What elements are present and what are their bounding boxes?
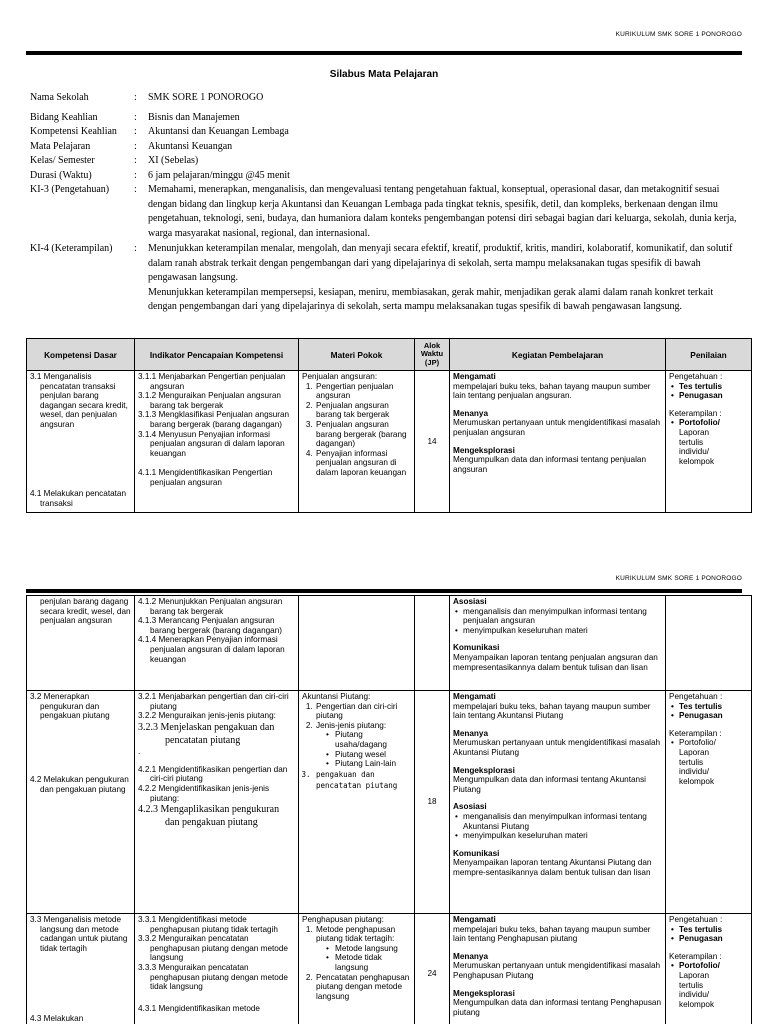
cell-jp: 14 (415, 371, 450, 513)
cell-kd (27, 691, 135, 914)
cell-ipk (135, 371, 299, 513)
asosiasi-list (453, 812, 662, 841)
header-materi-pokok: Materi Pokok (299, 339, 415, 371)
ipk-item: 4.2.2 Mengidentifikasikan jenis-jenis piutang: (138, 783, 270, 803)
materi-subitem: • Piutang usaha/dagang (334, 730, 411, 749)
ipk-item: 3.2.2 Menguraikan jenis-jenis piutang: (138, 711, 276, 721)
kd-text: penjulan barang dagang secara kredit, wesel, dan penjualan angsuran (40, 597, 131, 626)
penilaian-label: Pengetahuan : (669, 372, 723, 381)
section-menanya: Menanya (453, 951, 489, 961)
section-asosiasi: Asosiasi (453, 597, 487, 606)
penilaian-item: • Portofolio/ (679, 418, 748, 428)
cell-kegiatan (450, 596, 666, 691)
cell-penilaian (666, 691, 752, 914)
table-row (27, 596, 752, 691)
penilaian-list (669, 702, 748, 721)
kegiatan-text: mempelajari buku teks, bahan tayang maupun sumber lain tentang Penghapusan piutang (453, 924, 651, 944)
page-header: KURIKULUM SMK SORE 1 PONOROGO (615, 31, 742, 38)
header-rule (26, 51, 742, 55)
materi-title: Penjualan angsuran: (302, 372, 378, 381)
info-label: Mata Pelajaran (30, 140, 91, 152)
section-menanya: Menanya (453, 728, 489, 738)
asosiasi-item: • menganalisis dan menyimpulkan informasi tentang Akuntansi Piutang (463, 812, 662, 831)
table-row (27, 371, 752, 513)
cell-penilaian (666, 596, 752, 691)
section-mengeksplorasi: Mengeksplorasi (453, 445, 515, 455)
penilaian-list (669, 961, 748, 971)
section-mengamati: Mengamati (453, 915, 496, 924)
penilaian-text: kelompok (679, 776, 715, 786)
penilaian-item: • Tes tertulis (679, 382, 748, 392)
asosiasi-list (453, 607, 662, 636)
kegiatan-text: mempelajari buku teks, bahan tayang maupun sumber lain tentang Akuntansi Piutang (453, 701, 651, 721)
info-value: XI (Sebelas) (148, 155, 199, 166)
info-label: Bidang Keahlian (30, 111, 98, 123)
materi-item (315, 721, 411, 769)
kd-text: 4.3 Melakukan (30, 1014, 84, 1023)
document-title: Silabus Mata Pelajaran (329, 69, 439, 80)
materi-item: 1. Pengertian dan ciri-ciri piutang (315, 702, 411, 721)
materi-sublist (316, 944, 411, 973)
ipk-item: 3.3.2 Menguraikan pencatatan penghapusan piutang dengan metode langsung (138, 934, 288, 963)
materi-list (302, 702, 411, 791)
info-label: KI-4 (Keterampilan) (30, 243, 113, 254)
penilaian-text: tertulis (679, 980, 704, 990)
ipk-item: 3.1.1 Menjabarkan Pengertian penjualan angsuran (138, 372, 286, 391)
cell-kd (27, 596, 135, 691)
cell-jp: 18 (415, 691, 450, 914)
penilaian-item: • Penugasan (679, 711, 748, 721)
kegiatan-text: Mengumpulkan data dan informasi tentang Penghapusan piutang (453, 998, 662, 1017)
info-value (148, 242, 742, 315)
materi-subitem: • Piutang Lain-lain (334, 759, 411, 769)
page-header: KURIKULUM SMK SORE 1 PONOROGO (615, 575, 742, 582)
section-mengeksplorasi: Mengeksplorasi (453, 765, 515, 775)
syllabus-table-page-1 (26, 338, 752, 513)
info-block (30, 91, 742, 315)
info-colon: : (134, 111, 137, 123)
penilaian-text: kelompok (679, 456, 715, 466)
info-colon: : (134, 169, 137, 181)
cell-jp: 24 (415, 914, 450, 1024)
materi-subitem: • Metode langsung (334, 944, 411, 954)
kd-text: 3.2 Menerapkan pengukuran dan pengakuan piutang (30, 692, 110, 721)
kegiatan-text: Merumuskan pertanyaan untuk mengidentifikasi masalah Akuntansi Piutang (453, 738, 661, 757)
penilaian-text: individu/ (679, 447, 710, 457)
penilaian-list (669, 925, 748, 944)
ipk-dot: . (138, 746, 141, 756)
info-value: Memahami, menerapkan, menganalisis, dan mengevaluasi tentang pengetahuan faktual, konseptual, operasional dasar, dan metakognitif sesuai dengan bidang dan lingkup kerja Akuntansi dan Keuangan Lembaga pada tingkat teknis, spesifik, detil, dan kompleks, berkenaan dengan ilmu pengetahuan, teknologi, seni, budaya, dan humaniora dalam konteks pengembangan potensi diri sebagai bagian dari keluarga, sekolah, dunia kerja, warga masyarakat nasional, regional, dan internasional. (148, 184, 737, 239)
kd-text: 3.1 Menganalisis pencatatan transaksi penjulan barang dagangan secara kredit, wesel, dan penjualan angsuran (30, 372, 128, 429)
kd-text: 4.1 Melakukan pencatatan transaksi (30, 489, 127, 508)
cell-ipk (135, 691, 299, 914)
section-asosiasi: Asosiasi (453, 802, 487, 812)
ipk-item: 3.2.1 Menjabarkan pengertian dan ciri-ciri piutang (138, 692, 289, 711)
ipk-item: 4.3.1 Mengidentifikasikan metode (138, 1003, 260, 1013)
kegiatan-text: Mengumpulkan data dan informasi tentang Akuntansi Piutang (453, 775, 646, 794)
penilaian-text: individu/ (679, 767, 710, 777)
cell-materi (299, 691, 415, 914)
materi-item: 4. Penyajian informasi penjualan angsuran di dalam laporan keuangan (315, 449, 411, 478)
penilaian-item: • Portofolio/ (679, 961, 748, 971)
info-colon: : (134, 155, 137, 166)
ipk-item: 3.1.2 Menguraikan Penjualan angsuran barang tak bergerak (138, 391, 281, 410)
info-row (30, 169, 742, 184)
ipk-item: 4.1.4 Menerapkan Penyajian informasi penjualan angsuran di dalam laporan keuangan (138, 635, 285, 664)
section-komunikasi: Komunikasi (453, 643, 500, 653)
info-label: Nama Sekolah (30, 92, 89, 103)
info-colon: : (134, 243, 137, 254)
materi-item-text: Jenis-jenis piutang: (316, 720, 387, 730)
penilaian-text: Laporan (679, 427, 710, 437)
penilaian-text: Laporan (679, 747, 710, 757)
table-header-row (27, 339, 752, 371)
kegiatan-text: Mengumpulkan data dan informasi tentang penjualan angsuran (453, 455, 646, 474)
info-label: Kompetensi Keahlian (30, 126, 117, 137)
info-row (30, 140, 742, 155)
info-row (30, 242, 742, 315)
ipk-item: 3.3.3 Menguraikan pencatatan penghapusan piutang dengan metode tidak langsung (138, 962, 288, 992)
penilaian-text: tertulis (679, 437, 704, 447)
info-colon: : (134, 126, 137, 137)
cell-materi (299, 914, 415, 1024)
penilaian-list (669, 738, 748, 748)
kegiatan-text: Merumuskan pertanyaan untuk mengidentifikasi masalah penjualan angsuran (453, 418, 661, 437)
info-row (30, 183, 742, 241)
section-mengamati: Mengamati (453, 372, 496, 381)
materi-list (302, 382, 411, 478)
penilaian-item: • Penugasan (679, 934, 748, 944)
cell-jp (415, 596, 450, 691)
materi-subitem: • Metode tidak langsung (334, 953, 411, 972)
header-alok-waktu: Alok Waktu (JP) (415, 339, 450, 371)
info-colon: : (134, 92, 137, 103)
materi-item (315, 925, 411, 973)
materi-item: 3. Penjualan angsuran barang bergerak (barang dagangan) (315, 420, 411, 449)
cell-kd (27, 914, 135, 1024)
info-row (30, 125, 742, 140)
info-value: Akuntansi dan Keuangan Lembaga (148, 126, 289, 137)
materi-item: 2. Penjualan angsuran barang tak bergerak (315, 401, 411, 420)
cell-kegiatan (450, 691, 666, 914)
materi-item: 3. pengakuan dan pencatatan piutang (315, 769, 411, 791)
penilaian-label: Keterampilan : (669, 728, 722, 738)
asosiasi-item: • menyimpulkan keseluruhan materi (463, 626, 662, 636)
penilaian-item: • Penugasan (679, 391, 748, 401)
info-row (30, 91, 742, 106)
info-colon: : (134, 140, 137, 152)
ipk-item: 4.2.3 Mengaplikasikan pengukuran dan pengakuan piutang (138, 804, 280, 829)
header-kompetensi-dasar: Kompetensi Dasar (27, 339, 135, 371)
info-value: Bisnis dan Manajemen (148, 111, 240, 123)
penilaian-list (669, 382, 748, 401)
materi-item: 2. Pencatatan penghapusan piutang dengan metode langsung (315, 973, 411, 1002)
info-colon: : (134, 184, 137, 195)
penilaian-text: Laporan (679, 970, 710, 980)
penilaian-list (669, 418, 748, 428)
header-indikator: Indikator Pencapaian Kompetensi (135, 339, 299, 371)
asosiasi-item: • menganalisis dan menyimpulkan informasi tentang penjualan angsuran (463, 607, 662, 626)
document-page-2 (0, 560, 768, 1024)
penilaian-text: tertulis (679, 757, 704, 767)
info-row (30, 154, 742, 169)
kegiatan-text: Menyampaikan laporan tentang Akuntansi Piutang dan mempre-sentasikannya dalam bentuk tulisan dan lisan (453, 858, 652, 877)
penilaian-item: • Tes tertulis (679, 925, 748, 935)
materi-title: Akuntansi Piutang: (302, 692, 371, 701)
materi-subitem: • Piutang wesel (334, 750, 411, 760)
penilaian-label: Keterampilan : (669, 408, 722, 418)
info-row (30, 111, 742, 126)
table-row (27, 914, 752, 1024)
penilaian-label: Pengetahuan : (669, 915, 723, 924)
penilaian-item: • Portofolio/ (679, 738, 748, 748)
section-menanya: Menanya (453, 408, 489, 418)
materi-sublist (316, 730, 411, 768)
header-kegiatan: Kegiatan Pembelajaran (450, 339, 666, 371)
cell-ipk (135, 596, 299, 691)
ki4-paragraph-2: Menunjukkan keterampilan mempersepsi, kesiapan, meniru, membiasakan, gerak mahir, menjadikan gerak alami dalam ranah konkret terkait dengan pengembangan dari yang dipelajarinya di sekolah, serta mampu melaksanakan tugas spesifik di bawah pengawasan langsung. (148, 286, 714, 312)
penilaian-label: Pengetahuan : (669, 692, 723, 701)
penilaian-item: • Tes tertulis (679, 702, 748, 712)
ipk-item: 3.1.4 Menyusun Penyajian informasi penjualan angsuran di dalam laporan keuangan (138, 429, 285, 458)
materi-list (302, 925, 411, 1002)
cell-materi (299, 371, 415, 513)
cell-penilaian (666, 914, 752, 1024)
ipk-item: 3.1.3 Mengklasifikasi Penjualan angsuran barang bergerak (barang dagangan) (138, 410, 290, 429)
ipk-item: 4.1.2 Menunjukkan Penjualan angsuran barang tak bergerak (138, 597, 283, 616)
section-komunikasi: Komunikasi (453, 848, 500, 858)
materi-item: 1. Pengertian penjualan angsuran (315, 382, 411, 401)
header-rule (26, 589, 742, 593)
cell-materi (299, 596, 415, 691)
cell-ipk (135, 914, 299, 1024)
kd-text: 4.2 Melakukan pengukuran dan pengakuan piutang (30, 775, 129, 794)
cell-kegiatan (450, 371, 666, 513)
header-penilaian: Penilaian (666, 339, 752, 371)
cell-kegiatan (450, 914, 666, 1024)
materi-item-text: Metode penghapusan piutang tidak tertagih: (316, 924, 396, 944)
kd-text: 3.3 Menganalisis metode langsung dan metode cadangan untuk piutang tidak tertagih (30, 915, 128, 953)
syllabus-table-page-2 (26, 595, 752, 1024)
info-value: SMK SORE 1 PONOROGO (148, 92, 264, 103)
cell-penilaian (666, 371, 752, 513)
ipk-item: 3.3.1 Mengidentifikasi metode penghapusan piutang tidak tertagih (138, 915, 278, 934)
info-label: KI-3 (Pengetahuan) (30, 184, 110, 195)
cell-kd (27, 371, 135, 513)
ipk-item: 3.2.3 Menjelaskan pengakuan dan pencatatan piutang (138, 721, 275, 746)
penilaian-text: kelompok (679, 999, 715, 1009)
kegiatan-text: Merumuskan pertanyaan untuk mengidentifikasi masalah Penghapusan Piutang (453, 961, 661, 980)
info-label: Durasi (Waktu) (30, 169, 92, 181)
asosiasi-item: • menyimpulkan keseluruhan materi (463, 831, 662, 841)
section-mengeksplorasi: Mengeksplorasi (453, 988, 515, 998)
ki4-paragraph-1: Menunjukkan keterampilan menalar, mengolah, dan menyaji secara efektif, kreatif, produktif, kritis, mandiri, kolaboratif, komunikatif, dan solutif dalam ranah abstrak terkait dengan pengembangan dari yang dipelajarinya di sekolah, serta mampu melaksanakan tugas spesifik di bawah pengawasan langsung. (148, 243, 733, 283)
materi-title: Penghapusan piutang: (302, 915, 384, 924)
penilaian-text: individu/ (679, 990, 710, 1000)
info-value: Akuntansi Keuangan (148, 140, 233, 152)
table-row (27, 691, 752, 914)
section-mengamati: Mengamati (453, 692, 496, 701)
ipk-item: 4.1.1 Mengidentifikasikan Pengertian penjualan angsuran (138, 468, 273, 487)
penilaian-label: Keterampilan : (669, 951, 722, 961)
info-value: 6 jam pelajaran/minggu @45 menit (148, 169, 290, 181)
ipk-item: 4.2.1 Mengidentifikasikan pengertian dan ciri-ciri piutang (138, 764, 288, 784)
kegiatan-text: mempelajari buku teks, bahan tayang maupun sumber lain tentang penjualan angsuran. (453, 381, 651, 401)
info-label: Kelas/ Semester (30, 155, 95, 166)
kegiatan-text: Menyampaikan laporan tentang penjualan angsuran dan mempresentasikannya dalam bentuk tulisan dan lisan (453, 652, 658, 672)
ipk-item: 4.1.3 Merancang Penjualan angsuran barang bergerak (barang dagangan) (138, 616, 283, 635)
